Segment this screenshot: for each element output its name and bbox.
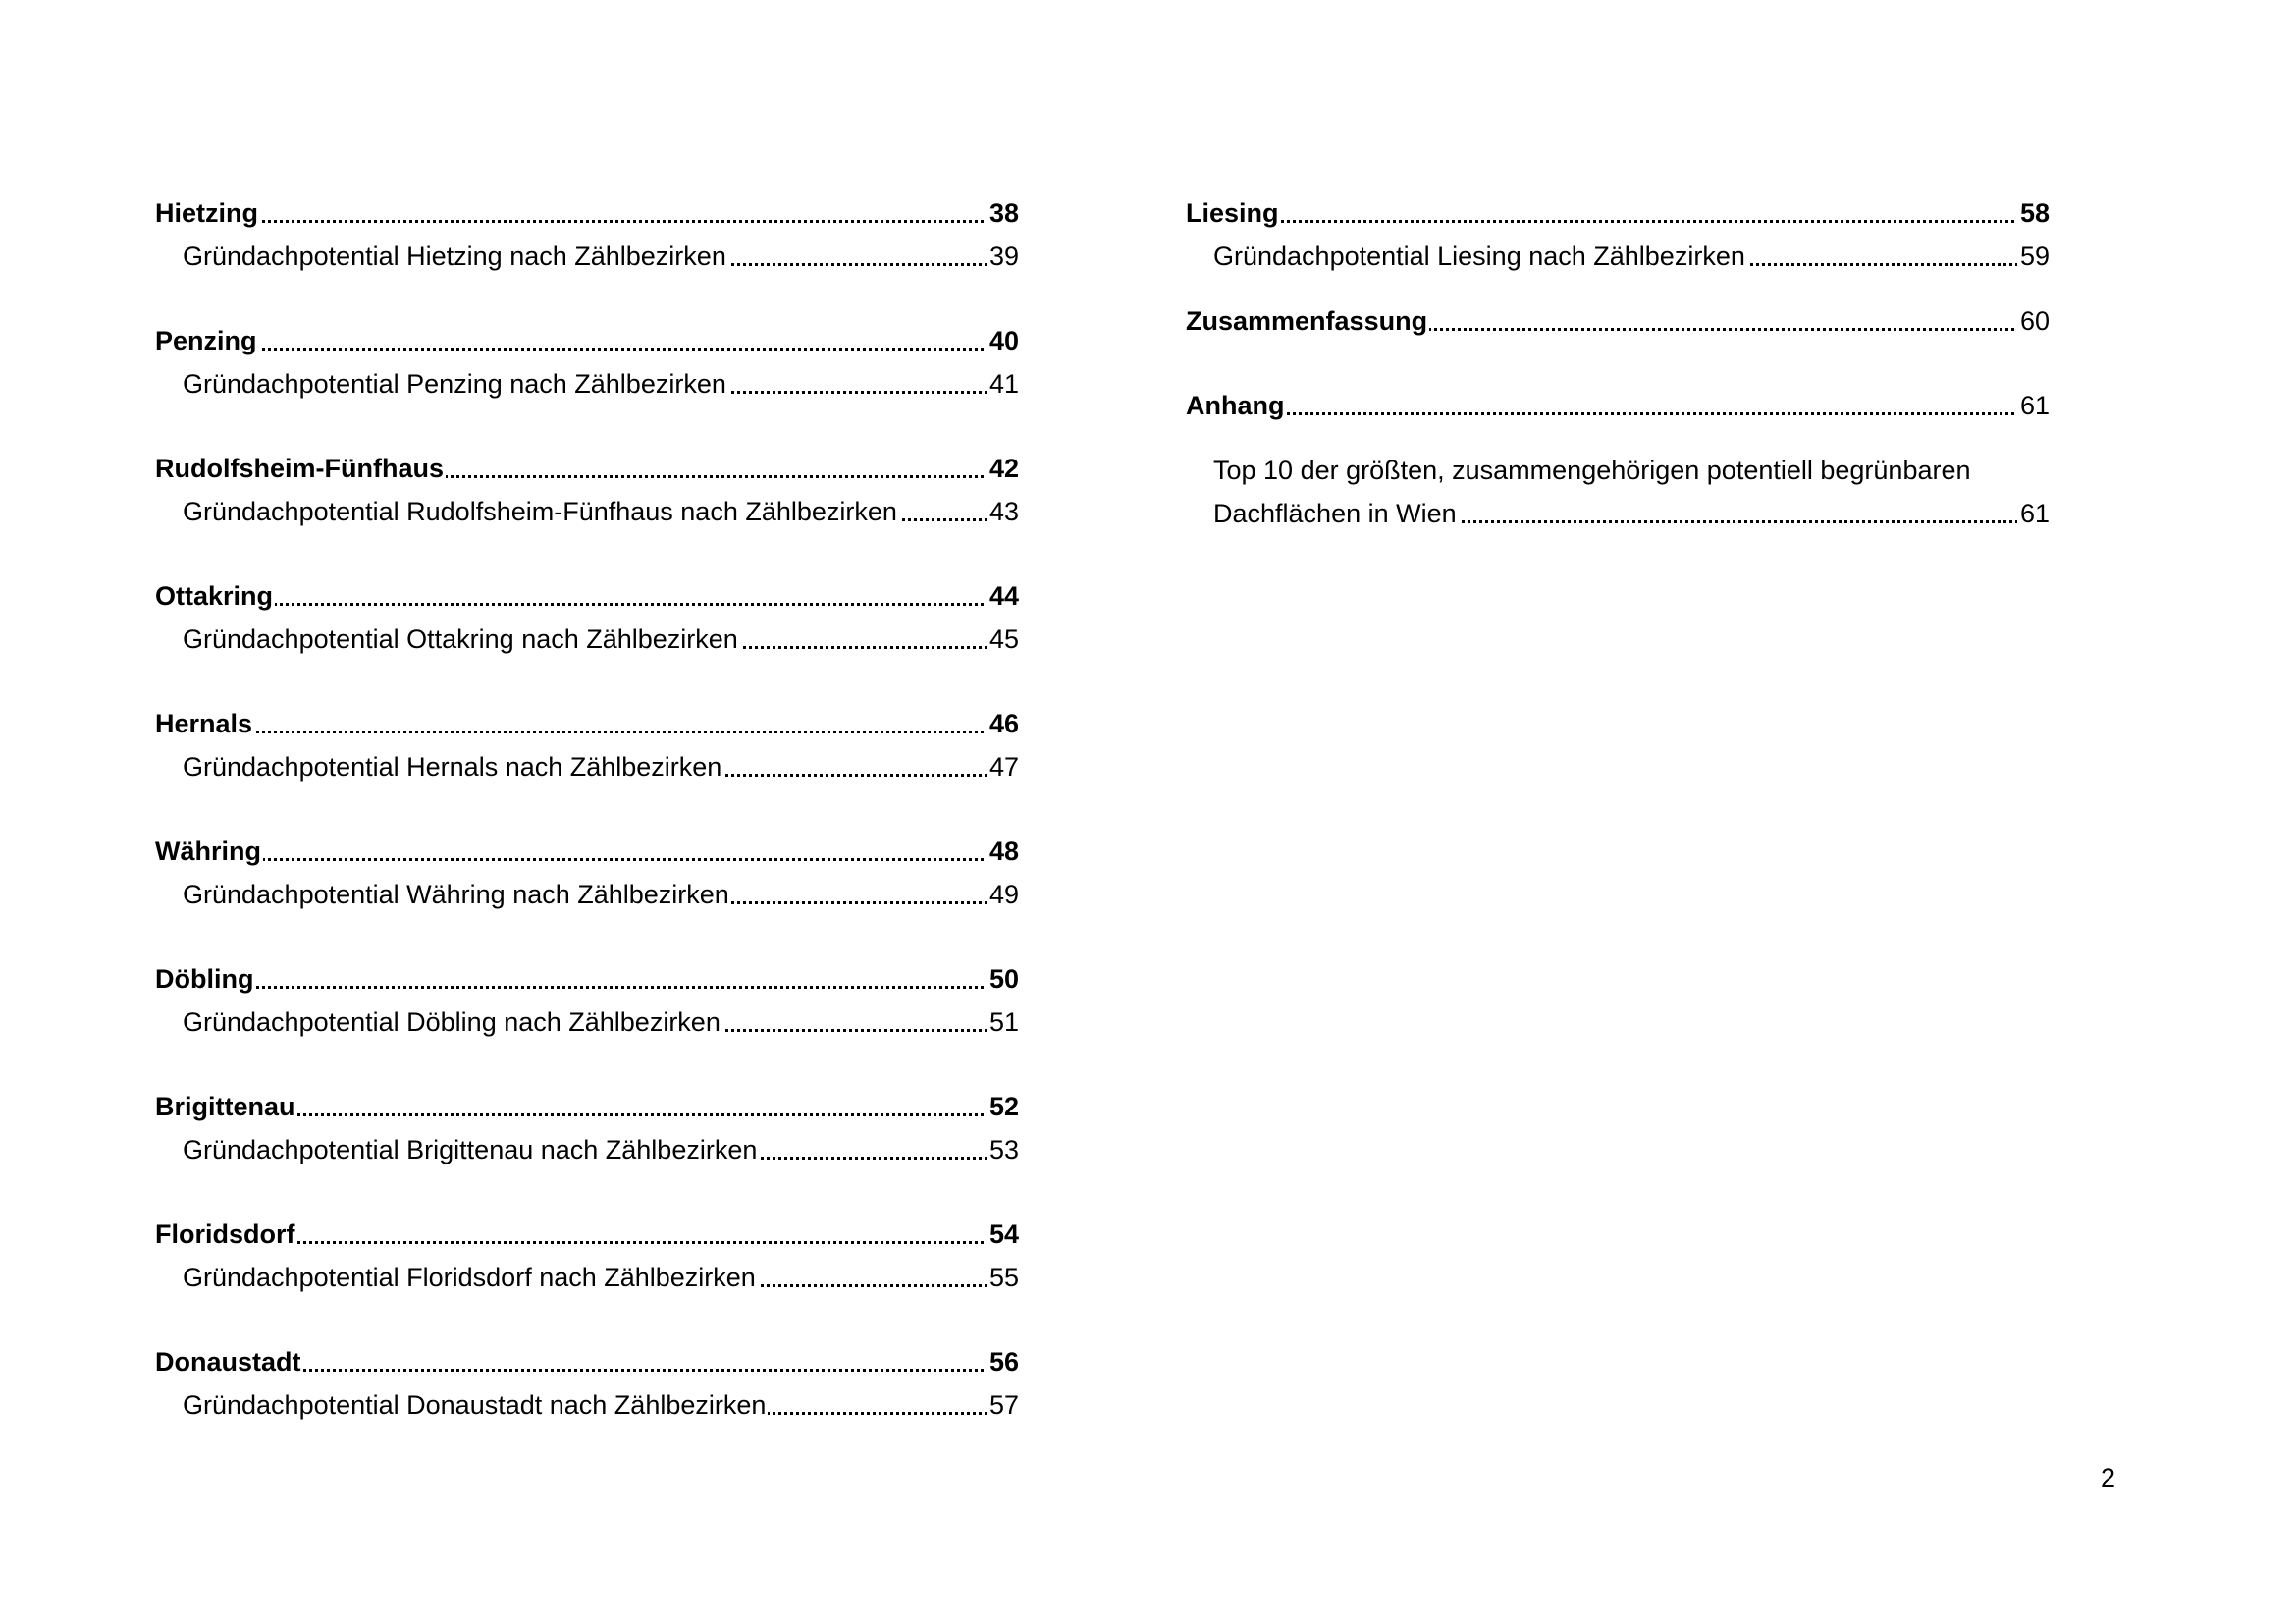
toc-entry-main[interactable] — [1186, 191, 2050, 235]
toc-entry-title: Ottakring — [155, 581, 274, 611]
toc-entry-page: 44 — [987, 574, 1019, 618]
toc-entry-page: 56 — [987, 1340, 1019, 1383]
toc-entry-title: Gründachpotential Währing nach Zählbezirken — [183, 880, 729, 909]
toc-entry-title: Döbling — [155, 964, 254, 994]
toc-group-floridsdorf — [155, 1213, 1019, 1299]
toc-entry-page: 39 — [987, 235, 1019, 278]
dot-leader — [155, 603, 1019, 606]
toc-entry-page: 46 — [987, 702, 1019, 745]
toc-group-hietzing — [155, 191, 1019, 278]
toc-entry-page: 61 — [2017, 492, 2050, 535]
toc-entry-page: 41 — [987, 362, 1019, 406]
toc-entry-main[interactable] — [155, 830, 1019, 873]
toc-entry-title: Gründachpotential Liesing nach Zählbezirken — [1213, 242, 1745, 271]
toc-entry-page: 59 — [2017, 235, 2050, 278]
toc-entry-page: 43 — [987, 490, 1019, 533]
toc-group-zusammenfassung — [1186, 299, 2050, 343]
page-number: 2 — [2101, 1463, 2116, 1492]
dot-leader — [1186, 412, 2050, 415]
toc-group-anhang — [1186, 384, 2050, 427]
toc-group-doebling — [155, 957, 1019, 1044]
toc-entry-sub[interactable] — [155, 1001, 1019, 1044]
toc-entry-title: Gründachpotential Penzing nach Zählbezirken — [183, 369, 726, 399]
toc-entry-page: 50 — [987, 957, 1019, 1001]
dot-leader — [155, 220, 1019, 223]
toc-entry-title: Penzing — [155, 326, 257, 355]
toc-entry-main[interactable] — [155, 1340, 1019, 1383]
toc-entry-main[interactable] — [155, 957, 1019, 1001]
toc-entry-main[interactable] — [155, 191, 1019, 235]
toc-entry-title-line2: Dachflächen in Wien — [1213, 499, 1457, 528]
toc-entry-title: Anhang — [1186, 391, 1285, 420]
toc-entry-title: Liesing — [1186, 198, 1279, 228]
toc-group-rudolfsheim — [155, 447, 1019, 533]
toc-entry-appendix[interactable] — [1186, 384, 2050, 427]
toc-entry-main[interactable] — [155, 1213, 1019, 1256]
toc-entry-main[interactable] — [155, 447, 1019, 490]
toc-right-column — [1186, 191, 2050, 535]
toc-entry-page: 61 — [2017, 384, 2050, 427]
toc-entry-sub[interactable] — [155, 873, 1019, 916]
toc-entry-sub[interactable] — [1186, 235, 2050, 278]
toc-entry-title: Hietzing — [155, 198, 258, 228]
toc-entry-title: Gründachpotential Floridsdorf nach Zählbezirken — [183, 1263, 756, 1292]
toc-entry-page: 45 — [987, 618, 1019, 661]
toc-entry-title-line1: Top 10 der größten, zusammengehörigen potentiell begrünbaren — [1213, 456, 1971, 485]
dot-leader — [1186, 220, 2050, 223]
dot-leader — [155, 986, 1019, 989]
toc-entry-title: Rudolfsheim-Fünfhaus — [155, 454, 444, 483]
toc-entry-page: 60 — [2017, 299, 2050, 343]
toc-entry-title: Gründachpotential Donaustadt nach Zählbezirken — [183, 1390, 767, 1420]
toc-group-liesing — [1186, 191, 2050, 278]
toc-entry-page: 54 — [987, 1213, 1019, 1256]
toc-entry-sub[interactable] — [155, 618, 1019, 661]
toc-entry-sub[interactable] — [155, 490, 1019, 533]
toc-group-brigittenau — [155, 1085, 1019, 1171]
toc-entry-title: Donaustadt — [155, 1347, 301, 1377]
toc-entry-page: 38 — [987, 191, 1019, 235]
toc-entry-page: 47 — [987, 745, 1019, 788]
toc-entry-page: 51 — [987, 1001, 1019, 1044]
toc-group-hernals — [155, 702, 1019, 788]
toc-entry-page: 57 — [987, 1383, 1019, 1427]
toc-group-ottakring — [155, 574, 1019, 661]
toc-left-column — [155, 191, 1019, 1468]
toc-entry-title: Zusammenfassung — [1186, 306, 1428, 336]
toc-group-waehring — [155, 830, 1019, 916]
toc-entry-page: 52 — [987, 1085, 1019, 1128]
dot-leader — [155, 858, 1019, 861]
toc-entry-title: Gründachpotential Ottakring nach Zählbezirken — [183, 624, 738, 654]
toc-entry-title: Gründachpotential Brigittenau nach Zählbezirken — [183, 1135, 758, 1164]
toc-entry-title: Floridsdorf — [155, 1219, 295, 1249]
toc-entry-title-line2-row — [1213, 492, 2050, 535]
toc-entry-title: Gründachpotential Döbling nach Zählbezirken — [183, 1007, 721, 1037]
toc-entry-main[interactable] — [155, 574, 1019, 618]
dot-leader — [155, 348, 1019, 351]
toc-entry-main[interactable] — [155, 702, 1019, 745]
dot-leader — [155, 731, 1019, 733]
toc-entry-title: Währing — [155, 837, 261, 866]
toc-entry-summary[interactable] — [1186, 299, 2050, 343]
toc-entry-sub[interactable] — [155, 1256, 1019, 1299]
toc-entry-title: Gründachpotential Hietzing nach Zählbezirken — [183, 242, 726, 271]
toc-entry-title: Brigittenau — [155, 1092, 295, 1121]
toc-entry-page: 53 — [987, 1128, 1019, 1171]
toc-entry-page: 40 — [987, 319, 1019, 362]
toc-entry-page: 55 — [987, 1256, 1019, 1299]
toc-entry-main[interactable] — [155, 319, 1019, 362]
toc-entry-sub[interactable] — [155, 1128, 1019, 1171]
toc-entry-sub[interactable] — [155, 1383, 1019, 1427]
toc-entry-top10[interactable] — [1186, 449, 2050, 535]
toc-entry-page: 48 — [987, 830, 1019, 873]
toc-entry-page: 42 — [987, 447, 1019, 490]
toc-entry-sub[interactable] — [155, 745, 1019, 788]
toc-entry-main[interactable] — [155, 1085, 1019, 1128]
toc-group-penzing — [155, 319, 1019, 406]
toc-entry-title: Gründachpotential Rudolfsheim-Fünfhaus nach Zählbezirken — [183, 497, 897, 526]
toc-entry-sub[interactable] — [155, 235, 1019, 278]
toc-entry-title: Hernals — [155, 709, 253, 738]
toc-entry-title: Gründachpotential Hernals nach Zählbezirken — [183, 752, 722, 782]
toc-entry-page: 49 — [987, 873, 1019, 916]
toc-entry-sub[interactable] — [155, 362, 1019, 406]
toc-entry-page: 58 — [2017, 191, 2050, 235]
toc-group-donaustadt — [155, 1340, 1019, 1427]
